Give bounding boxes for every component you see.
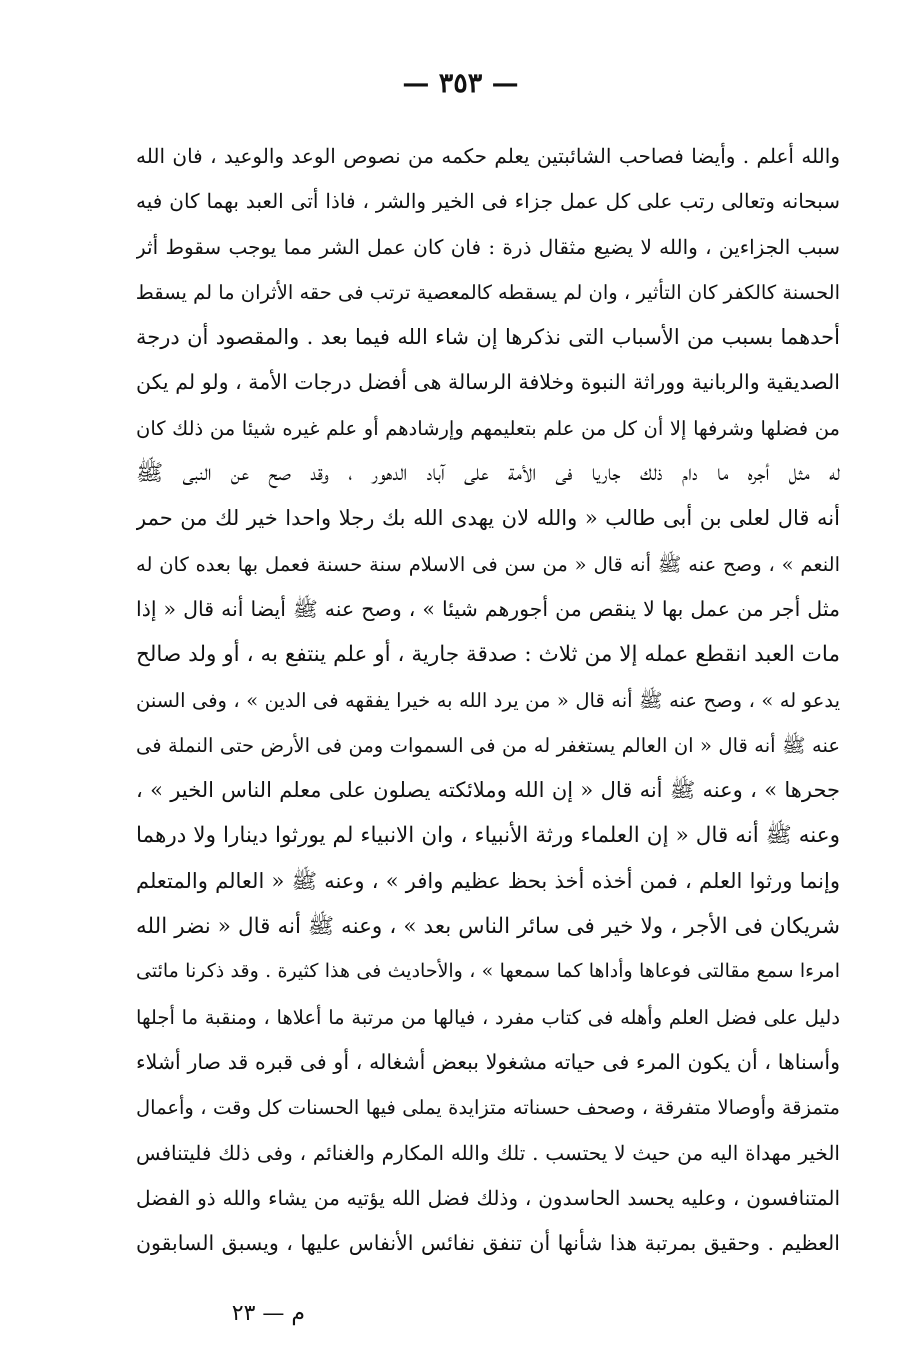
text-line: وأسناها ، أن يكون المرء فى حياته مشغولا ببعض أشغاله ، أو فى قبره قد صار أشلاء	[136, 1049, 840, 1074]
text-line: وإنما ورثوا العلم ، فمن أخذه أخذ بحظ عظيم وافر » ، وعنه ﷺ « العالم والمتعلم	[136, 868, 840, 893]
text-line: وعنه ﷺ أنه قال « إن العلماء ورثة الأنبياء ، وان الانبياء لم يورثوا دينارا ولا درهما	[136, 823, 840, 849]
text-line: له مثل أجره ما دام ذلك جاريا فى الأمة على آباد الدهور ، وقد صح عن النبى ﷺ	[136, 460, 840, 487]
text-line: والله أعلم . وأيضا فصاحب الشائبتين يعلم حكمه من نصوص الوعد والوعيد ، فان الله	[136, 144, 840, 168]
text-line: متمزقة وأوصالا متفرقة ، وصحف حسناته متزايدة يملى فيها الحسنات كل وقت ، وأعمال	[136, 1096, 840, 1120]
text-line: سبب الجزاءين ، والله لا يضيع مثقال ذرة : فان كان عمل الشر مما يوجب سقوط أثر	[136, 234, 840, 259]
signature-mark: م — ٢٣	[231, 1301, 305, 1326]
text-line: شريكان فى الأجر ، ولا خير فى سائر الناس بعد » ، وعنه ﷺ أنه قال « نضر الله	[136, 914, 840, 940]
page-number: — ٣٥٣ —	[402, 68, 519, 99]
text-line: امرءا سمع مقالتى فوعاها وأداها كما سمعها » ، والأحاديث فى هذا كثيرة . وقد ذكرنا مائتى	[136, 960, 840, 983]
text-line: دليل على فضل العلم وأهله فى كتاب مفرد ، فيالها من مرتبة ما أعلاها ، ومنقبة ما أجلها	[136, 1005, 840, 1029]
text-line: يدعو له » ، وصح عنه ﷺ أنه قال « من يرد الله به خيرا يفقهه فى الدين » ، وفى السنن	[136, 688, 840, 712]
text-line: مات العبد انقطع عمله إلا من ثلاث : صدقة جارية ، أو علم ينتفع به ، أو ولد صالح	[136, 642, 840, 668]
body-text	[136, 134, 840, 1266]
text-line: جحرها » ، وعنه ﷺ أنه قال « إن الله وملائكته يصلون على معلم الناس الخير » ،	[136, 778, 840, 803]
text-line: الحسنة كالكفر كان التأثير ، وان لم يسقطه كالمعصية ترتب فى حقه الأثران ما لم يسقط	[136, 280, 840, 304]
text-line: أحدهما بسبب من الأسباب التى نذكرها إن شاء الله فيما بعد . والمقصود أن درجة	[136, 325, 840, 350]
text-line: الخير مهداة اليه من حيث لا يحتسب . تلك والله المكارم والغنائم ، وفى ذلك فليتنافس	[136, 1140, 840, 1165]
text-line: سبحانه وتعالى رتب على كل عمل جزاء فى الخير والشر ، فاذا أتى العبد بهما كان فيه	[136, 189, 840, 214]
text-line: الصديقية والربانية ووراثة النبوة وخلافة الرسالة هى أفضل درجات الأمة ، ولو لم يكن	[136, 370, 840, 395]
text-line: عنه ﷺ أنه قال « ان العالم يستغفر له من فى السموات ومن فى الأرض حتى النملة فى	[136, 733, 840, 757]
text-line: المتنافسون ، وعليه يحسد الحاسدون ، وذلك فضل الله يؤتيه من يشاء والله ذو الفضل	[136, 1185, 840, 1210]
text-line: من فضلها وشرفها إلا أن كل من علم بتعليمهم وإرشادهم أو علم غيره شيئا من ذلك كان	[136, 416, 840, 440]
text-line: النعم » ، وصح عنه ﷺ أنه قال « من سن فى الاسلام سنة حسنة فعمل بها بعده كان له	[136, 552, 840, 576]
text-line: أنه قال لعلى بن أبى طالب « والله لان يهدى الله بك رجلا واحدا خير لك من حمر	[136, 506, 840, 531]
text-line: العظيم . وحقيق بمرتبة هذا شأنها أن تنفق نفائس الأنفاس عليها ، ويسبق السابقون	[136, 1231, 840, 1256]
text-line: مثل أجر من عمل بها لا ينقص من أجورهم شيئا » ، وصح عنه ﷺ أيضا أنه قال « إذا	[136, 596, 840, 621]
